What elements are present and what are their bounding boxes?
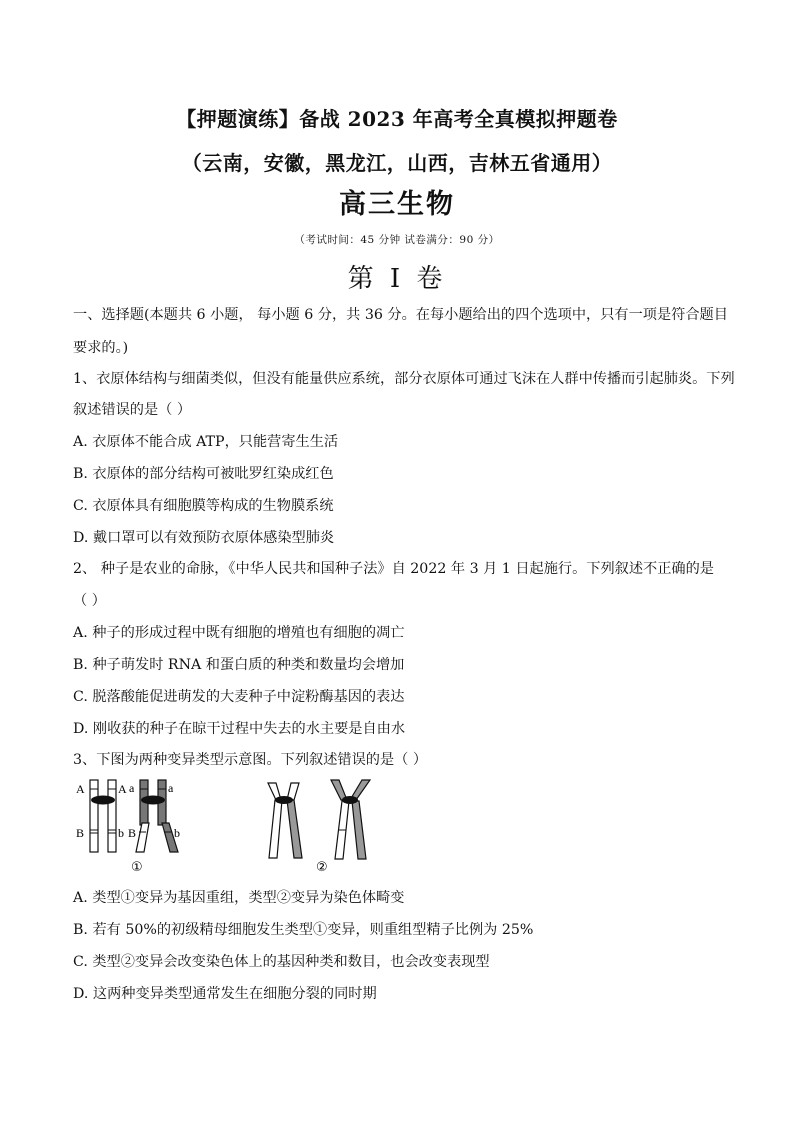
- label-A-left: A: [76, 782, 85, 796]
- question-2-stem-line2: （ ）: [73, 593, 106, 609]
- question-1-option-d: D. 戴口罩可以有效预防衣原体感染型肺炎: [73, 530, 335, 546]
- page-title-line2: （云南，安徽，黑龙江，山西，吉林五省通用）: [181, 151, 613, 175]
- type2-chromosome-pair-after: [331, 780, 370, 859]
- label-type2: ②: [316, 860, 328, 875]
- section-heading-line2: 要求的。): [73, 340, 129, 356]
- question-2-option-b: B. 种子萌发时 RNA 和蛋白质的种类和数量均会增加: [73, 657, 405, 673]
- label-type1: ①: [131, 860, 143, 875]
- exam-info: （考试时间：45 分钟 试卷满分：90 分）: [294, 234, 500, 246]
- question-1-stem-line1: 1、衣原体结构与细菌类似，但没有能量供应系统，部分衣原体可通过飞沫在人群中传播而引起肺炎。下列: [73, 371, 735, 387]
- question-2-option-c: C. 脱落酸能促进萌发的大麦种子中淀粉酶基因的表达: [73, 689, 405, 705]
- question-3-option-c: C. 类型②变异会改变染色体上的基因种类和数目，也会改变表现型: [73, 954, 490, 970]
- section-heading-line1: 一、选择题(本题共 6 小题， 每小题 6 分，共 36 分。在每小题给出的四个选项中，只有一项是符合题目: [73, 307, 728, 323]
- question-3-option-a: A. 类型①变异为基因重组，类型②变异为染色体畸变: [73, 890, 405, 906]
- question-2-option-a: A. 种子的形成过程中既有细胞的增殖也有细胞的凋亡: [73, 625, 405, 641]
- question-1-option-a: A. 衣原体不能合成 ATP，只能营寄生生活: [73, 434, 339, 450]
- subject-title: 高三生物: [339, 189, 455, 220]
- label-b-second: b: [174, 826, 180, 840]
- question-3-stem: 3、下图为两种变异类型示意图。下列叙述错误的是（ ）: [73, 752, 428, 768]
- question-3-option-b: B. 若有 50%的初级精母细胞发生类型①变异，则重组型精子比例为 25%: [73, 922, 534, 938]
- question-1-option-c: C. 衣原体具有细胞膜等构成的生物膜系统: [73, 498, 334, 514]
- label-B-second: B: [128, 826, 137, 840]
- label-B-left: B: [76, 826, 85, 840]
- label-A-right: A: [118, 782, 127, 796]
- question-2-option-d: D. 刚收获的种子在晾干过程中失去的水主要是自由水: [73, 721, 406, 737]
- type2-chromosome-pair-before: [268, 783, 302, 858]
- question-1-option-b: B. 衣原体的部分结构可被吡罗红染成红色: [73, 466, 334, 482]
- label-b-right: b: [118, 826, 124, 840]
- label-a-right: a: [168, 781, 174, 795]
- question-1-stem-line2: 叙述错误的是（ ）: [73, 402, 192, 418]
- volume-title: 第 I 卷: [347, 264, 447, 294]
- type1-chromosome-pair-before: [90, 780, 116, 852]
- page-title-line1: 【押题演练】备战 2023 年高考全真模拟押题卷: [176, 107, 618, 131]
- question-2-stem-line1: 2、 种子是农业的命脉，《中华人民共和国种子法》自 2022 年 3 月 1 日起施行。下列叙述不正确的是: [73, 561, 714, 577]
- question-3-option-d: D. 这两种变异类型通常发生在细胞分裂的同时期: [73, 986, 377, 1002]
- chromosome-variation-figure: [76, 775, 376, 875]
- label-a-left: a: [129, 781, 135, 795]
